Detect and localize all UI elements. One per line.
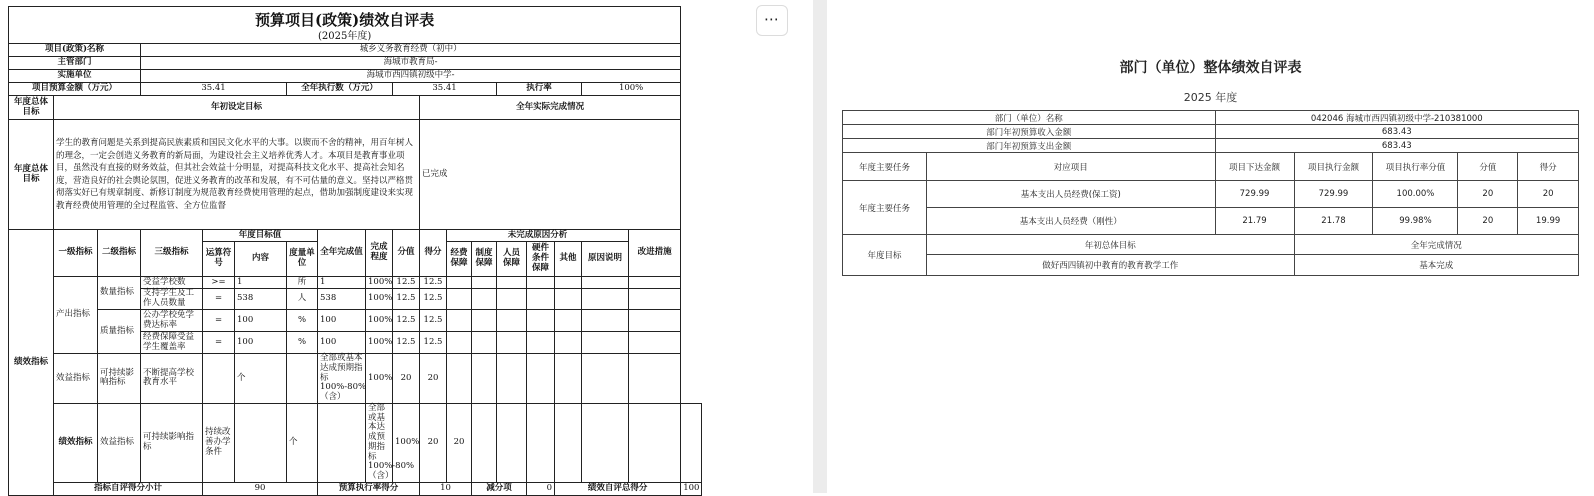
- more-options-button[interactable]: [756, 5, 788, 36]
- empty-cell: [582, 289, 629, 310]
- table-row: [843, 181, 1579, 208]
- budget-score-label: 预算执行率得分: [318, 482, 420, 495]
- table-row: [843, 208, 1579, 235]
- unit-cell: %: [287, 332, 318, 354]
- right-form-year: 2025 年度: [1183, 91, 1238, 104]
- department-evaluation-table: [842, 110, 1579, 276]
- benefit-indicator-label: 效益指标: [98, 403, 141, 482]
- content-cell: 100: [235, 332, 287, 354]
- empty-cell: [472, 310, 497, 332]
- empty-cell: [497, 289, 527, 310]
- sustain-indicator-label: 可持续影响指标: [141, 403, 203, 482]
- issued-cell: 21.79: [1215, 208, 1294, 235]
- executed-header: 项目执行金额: [1294, 153, 1373, 181]
- actual-cell: 全部或基本达成预期指标100%-80%（含）: [318, 354, 366, 404]
- empty-cell: [497, 310, 527, 332]
- lvl3-cell: 公办学校免学费达标率: [141, 310, 203, 332]
- empty-cell: [629, 403, 681, 482]
- degree-header: 完成程度: [366, 230, 393, 277]
- empty-cell: [555, 310, 582, 332]
- empty-cell: [629, 354, 681, 404]
- rate-cell: 100.00%: [1373, 181, 1458, 208]
- empty-cell: [582, 277, 629, 289]
- score-header: 得分: [1518, 153, 1579, 181]
- subtotal-label: 指标自评得分小计: [54, 482, 203, 495]
- unit-cell: [287, 354, 318, 404]
- right-form-title: 部门（单位）整体绩效自评表: [1119, 60, 1302, 76]
- empty-cell: [582, 332, 629, 354]
- points-cell: 20: [420, 403, 447, 482]
- degree-cell: 100%: [366, 310, 393, 332]
- quantity-indicator-label: 数量指标: [98, 277, 141, 310]
- score-cell: 12.5: [420, 310, 447, 332]
- lvl3-cell: 支持学生及工作人员数量: [141, 289, 203, 310]
- actual-cell: 100: [318, 332, 366, 354]
- score-footer-row: [9, 482, 702, 495]
- issued-header: 项目下达金额: [1215, 153, 1294, 181]
- sustain-indicator-label: 可持续影响指标: [98, 354, 141, 404]
- lvl3-cell: 受益学校数: [141, 277, 203, 289]
- exec-rate-label: 执行率: [497, 83, 582, 96]
- points-cell: 20: [1458, 208, 1518, 235]
- points-cell: 20: [1458, 181, 1518, 208]
- project-name-label: 项目(政策)名称: [9, 44, 141, 57]
- actual-cell: 全部或基本达成预期指标100%-80%（含）: [366, 403, 393, 482]
- degree-cell: 100%: [366, 277, 393, 289]
- content-cell: 100: [235, 310, 287, 332]
- empty-cell: [472, 354, 497, 404]
- empty-cell: [472, 277, 497, 289]
- empty-cell: [497, 332, 527, 354]
- budget-project-self-evaluation-form: [0, 0, 800, 493]
- points-cell: 12.5: [393, 289, 420, 310]
- points-cell: 12.5: [393, 310, 420, 332]
- operator-header: 运算符号: [203, 242, 235, 277]
- empty-cell: [447, 332, 472, 354]
- goal-text: 学生的教育问题是关系到提高民族素质和国民文化水平的大事。以锲而不舍的精神，用百年树人的理念，一定会创造义务教育的新局面，为建设社会主义培养优秀人才。本项目是教育事业项目，虽然没有直接的财务效益，但其社会效益十分明显，对提高科技文化水平、提高社会知名度，营造良好的社会舆论氛围，促进义务教育的改革和发展，有不可估量的意义。坚持以严格贯彻落实好已有规章制度、新修订制度为规范教育经费使用管理的起点，借助加强制度建设来实现教育经费使用管理的全过程监管、全方位监督: [54, 120, 420, 230]
- operator-cell: [203, 354, 235, 404]
- total-score-label: 绩效自评总得分: [555, 482, 681, 495]
- dept-label: 主管部门: [9, 57, 141, 70]
- empty-cell: [629, 332, 681, 354]
- score-cell: 12.5: [420, 289, 447, 310]
- operator-cell: =: [203, 332, 235, 354]
- empty-cell: [447, 289, 472, 310]
- reason-funding-header: 经费保障: [447, 242, 472, 277]
- operator-cell: =: [203, 310, 235, 332]
- improve-header: 改进措施: [629, 230, 681, 277]
- goal-label: 年度目标: [843, 235, 927, 276]
- year-target-header: 年度目标值: [203, 230, 318, 242]
- empty-cell: [555, 289, 582, 310]
- degree-cell: 100%: [393, 403, 420, 482]
- task-label: 年度主要任务: [843, 181, 927, 235]
- table-row: [9, 403, 702, 482]
- score-cell: 12.5: [420, 277, 447, 289]
- empty-cell: [472, 289, 497, 310]
- perf-indicator-label: 绩效指标: [9, 230, 54, 496]
- item-cell: 基本支出人员经费（刚性）: [927, 208, 1216, 235]
- form-header: [9, 7, 681, 44]
- form-title: 预算项目(政策)绩效自评表: [255, 11, 435, 29]
- score-cell: 20: [420, 354, 447, 404]
- score-cell: 12.5: [420, 332, 447, 354]
- reason-analysis-header: 未完成原因分析: [447, 230, 629, 242]
- quality-indicator-label: 质量指标: [98, 310, 141, 354]
- score-cell: 19.99: [1518, 208, 1579, 235]
- reason-staff-header: 人员保障: [497, 242, 527, 277]
- empty-cell: [527, 277, 555, 289]
- lvl3-cell: 不断提高学校教育水平: [141, 354, 203, 404]
- degree-cell: 100%: [366, 332, 393, 354]
- initial-goal-header: 年初设定目标: [54, 96, 420, 120]
- deduct-value: 0: [527, 482, 555, 495]
- exec-amount-label: 全年执行数（万元）: [287, 83, 393, 96]
- reason-other-header: 其他: [555, 242, 582, 277]
- unit-cell: %: [287, 310, 318, 332]
- content-cell: 538: [235, 289, 287, 310]
- goal-label: 年度总体目标: [9, 120, 54, 230]
- lvl3-cell: 经费保障受益学生覆盖率: [141, 332, 203, 354]
- empty-cell: [681, 403, 702, 482]
- actual-completion-header: 全年实际完成情况: [420, 96, 681, 120]
- lvl3-header: 三级指标: [141, 230, 203, 277]
- budget-score-value: 10: [420, 482, 472, 495]
- empty-cell: [527, 354, 555, 404]
- empty-cell: [497, 354, 527, 404]
- empty-cell: [582, 310, 629, 332]
- points-cell: 20: [393, 354, 420, 404]
- degree-cell: 100%: [366, 289, 393, 310]
- operator-cell: [235, 403, 287, 482]
- table-row: [9, 354, 702, 404]
- initial-goal-header: 年初总体目标: [927, 235, 1294, 255]
- unit-cell: 所: [287, 277, 318, 289]
- empty-cell: [555, 354, 582, 404]
- output-indicator-label: 产出指标: [54, 277, 98, 354]
- content-cell: 个: [287, 403, 318, 482]
- exec-rate-value: 100%: [582, 83, 681, 96]
- expense-label: 部门年初预算支出金额: [843, 139, 1216, 153]
- dept-value: 海城市教育局-: [141, 57, 681, 70]
- table-row: [9, 310, 702, 332]
- empty-cell: [527, 310, 555, 332]
- rate-cell: 99.98%: [1373, 208, 1458, 235]
- table-row: [9, 277, 702, 289]
- degree-cell: 100%: [366, 354, 393, 404]
- goal-row-label: 年度总体目标: [9, 96, 54, 120]
- empty-cell: [629, 277, 681, 289]
- reason-system-header: 制度保障: [472, 242, 497, 277]
- subtotal-value: 90: [203, 482, 318, 495]
- empty-cell: [555, 332, 582, 354]
- actual-cell: 538: [318, 289, 366, 310]
- unit-name-value: 042046 海城市西四镇初级中学-210381000: [1215, 111, 1578, 125]
- completion-header: 全年完成情况: [1294, 235, 1579, 255]
- actual-value-header: 全年完成值: [318, 230, 366, 277]
- project-name-value: 城乡义务教育经费（初中）: [141, 44, 681, 57]
- exec-amount-value: 35.41: [393, 83, 497, 96]
- item-cell: 基本支出人员经费(保工资): [927, 181, 1216, 208]
- unit-name-label: 部门（单位）名称: [843, 111, 1216, 125]
- goal-text: 做好西四镇初中教育的教育教学工作: [927, 255, 1294, 276]
- score-header: 得分: [420, 230, 447, 277]
- empty-cell: [472, 403, 497, 482]
- budget-amount-label: 项目预算金额（万元）: [9, 83, 141, 96]
- benefit-indicator-label: 效益指标: [54, 354, 98, 404]
- unit-cell: [318, 403, 366, 482]
- task-header: 年度主要任务: [843, 153, 927, 181]
- more-icon: ⋯: [764, 10, 780, 28]
- empty-cell: [582, 403, 629, 482]
- empty-cell: [555, 403, 582, 482]
- actual-cell: 100: [318, 310, 366, 332]
- empty-cell: [582, 354, 629, 404]
- empty-cell: [555, 277, 582, 289]
- income-value: 683.43: [1215, 125, 1578, 139]
- lvl3-cell: 持续改善办学条件: [203, 403, 235, 482]
- actual-cell: 1: [318, 277, 366, 289]
- item-header: 对应项目: [927, 153, 1216, 181]
- empty-cell: [527, 403, 555, 482]
- executed-cell: 729.99: [1294, 181, 1373, 208]
- deduct-label: 减分项: [472, 482, 527, 495]
- total-score-value: 100: [681, 482, 702, 495]
- operator-cell: >=: [203, 277, 235, 289]
- empty-cell: [472, 332, 497, 354]
- empty-cell: [629, 289, 681, 310]
- empty-cell: [527, 289, 555, 310]
- reason-hardware-header: 硬件条件保障: [527, 242, 555, 277]
- content-cell: 1: [235, 277, 287, 289]
- points-header: 分值: [1458, 153, 1518, 181]
- content-cell: 个: [235, 354, 287, 404]
- perf-indicator-label-2: 绩效指标: [54, 403, 98, 482]
- income-label: 部门年初预算收入金额: [843, 125, 1216, 139]
- lvl2-header: 二级指标: [98, 230, 141, 277]
- empty-cell: [447, 354, 472, 404]
- budget-amount-value: 35.41: [141, 83, 287, 96]
- reason-note-header: 原因说明: [582, 242, 629, 277]
- points-cell: 12.5: [393, 332, 420, 354]
- executed-cell: 21.78: [1294, 208, 1373, 235]
- unit-header: 度量单位: [287, 242, 318, 277]
- points-header: 分值: [393, 230, 420, 277]
- goal-actual: 已完成: [420, 120, 681, 230]
- lvl1-header: 一级指标: [54, 230, 98, 277]
- issued-cell: 729.99: [1215, 181, 1294, 208]
- content-header: 内容: [235, 242, 287, 277]
- unit-cell: 人: [287, 289, 318, 310]
- score-cell: 20: [1518, 181, 1579, 208]
- impl-unit-label: 实施单位: [9, 70, 141, 83]
- score-cell: 20: [447, 403, 472, 482]
- empty-cell: [497, 403, 527, 482]
- operator-cell: =: [203, 289, 235, 310]
- expense-value: 683.43: [1215, 139, 1578, 153]
- exec-rate-header: 项目执行率分值: [1373, 153, 1458, 181]
- completion-text: 基本完成: [1294, 255, 1579, 276]
- empty-cell: [527, 332, 555, 354]
- empty-cell: [629, 310, 681, 332]
- impl-unit-value: 海城市西四镇初级中学-: [141, 70, 681, 83]
- empty-cell: [447, 277, 472, 289]
- empty-cell: [447, 310, 472, 332]
- page-divider: [813, 0, 827, 493]
- points-cell: 12.5: [393, 277, 420, 289]
- empty-cell: [497, 277, 527, 289]
- project-evaluation-table: [8, 6, 702, 496]
- form-year: (2025年度): [317, 31, 372, 42]
- department-overall-evaluation-form: [827, 0, 1594, 493]
